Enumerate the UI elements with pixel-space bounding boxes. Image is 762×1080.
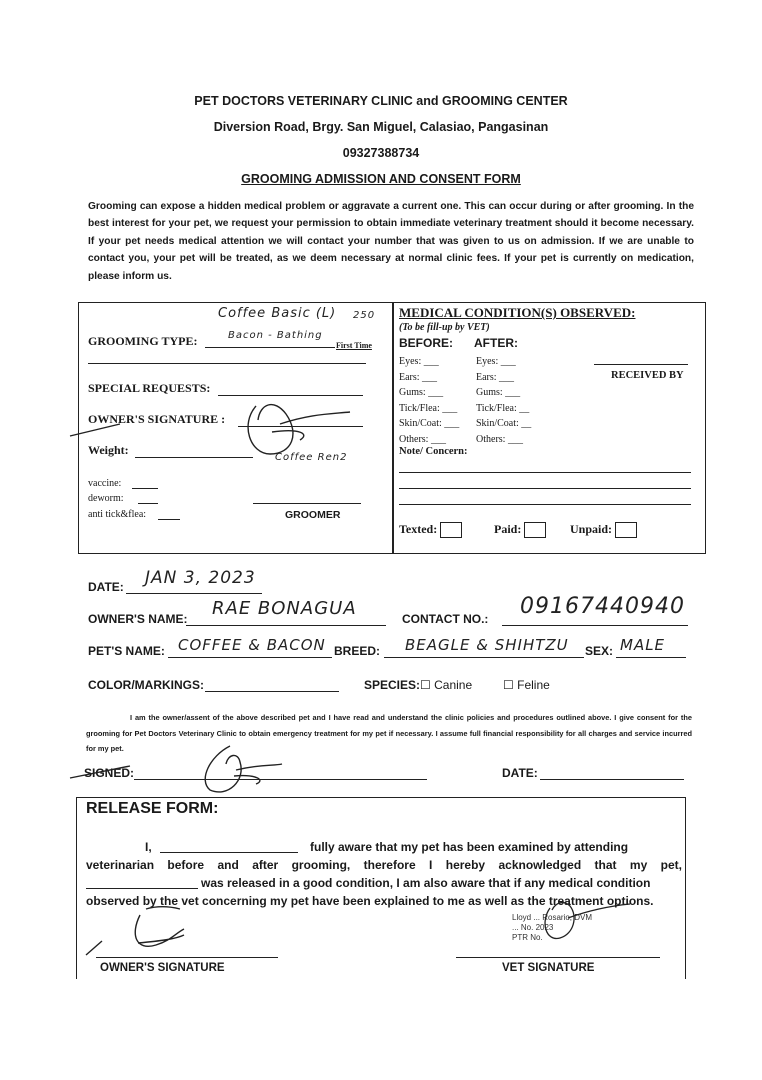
first-time-label: First Time (336, 341, 372, 350)
vet-note: (To be fill-up by VET) (399, 322, 490, 333)
vet-signature-scribble (500, 888, 650, 958)
sex-value: MALE (620, 636, 666, 654)
owner-signature-release-label: OWNER'S SIGNATURE (100, 962, 225, 974)
owner-signature-label: OWNER'S SIGNATURE : (88, 412, 226, 426)
after-label: AFTER: (474, 336, 518, 350)
vet-stamp: Lloyd ... Rosario, DVM ... No. 2023 PTR No. (512, 913, 593, 942)
release-p2: veterinarian before and after grooming, therefore I hereby acknowledged that my pet, (86, 858, 682, 872)
color-markings-label: COLOR/MARKINGS: (88, 678, 204, 692)
vaccine-label: vaccine: (88, 478, 122, 489)
feline-checkbox-icon: ☐ (503, 678, 514, 692)
feline-option[interactable]: ☐ Feline (503, 678, 550, 692)
received-by-label: RECEIVED BY (611, 370, 684, 381)
weight-label: Weight: (88, 443, 129, 457)
unpaid-field: Unpaid: (570, 522, 637, 538)
paid-field: Paid: (494, 522, 546, 538)
canine-option[interactable]: ☐ Canine (420, 678, 473, 692)
release-p4: observed by the vet concerning my pet have been explained to me as well as the treatment options. (86, 894, 654, 908)
owner-name-value: RAE BONAGUA (212, 598, 357, 619)
anti-tick-label: anti tick&flea: (88, 509, 147, 520)
before-label: BEFORE: (399, 336, 453, 350)
owner-name-label: OWNER'S NAME: (88, 612, 188, 626)
special-requests-label: SPECIAL REQUESTS: (88, 381, 211, 395)
sex-label: SEX: (585, 644, 614, 658)
breed-label: BREED: (334, 644, 381, 658)
intro-paragraph: Grooming can expose a hidden medical problem or aggravate a current one. This can occur during or after grooming. In the best interest for your pet, we request your permission to obtain immediate veterinary treatment should it become necessary. If your pet needs medical attention we will contact your number that was given to us on admission. If we are unable to contact you, your pet will be treated, as we deem necessary at normal clinic fees. If your pet is currently on medication, please inform us. (88, 201, 694, 282)
consent-paragraph: I am the owner/assent of the above described pet and I have read and understand the clinic policies and procedures outlined above. I give consent for the grooming for Pet Doctors Veterinary Clinic to obtain emergency treatment for my pet if necessary. I assume full financial responsibility for all charges and service incurred for my pet. (86, 713, 692, 753)
grooming-handwriting-price: 250 (353, 310, 376, 321)
owner-release-signature-scribble (80, 895, 220, 960)
vet-signature-label: VET SIGNATURE (502, 962, 595, 974)
unpaid-checkbox[interactable] (615, 522, 637, 538)
clinic-name: PET DOCTORS VETERINARY CLINIC and GROOMING CENTER (194, 94, 568, 108)
contact-label: CONTACT NO.: (402, 612, 489, 626)
clinic-address: Diversion Road, Brgy. San Miguel, Calasiao, Pangasinan (213, 120, 549, 134)
groomer-label: GROOMER (285, 509, 341, 521)
release-p3: was released in a good condition, I am also aware that if any medical condition (201, 876, 651, 890)
grooming-type-label: GROOMING TYPE: (88, 334, 198, 348)
texted-checkbox[interactable] (440, 522, 462, 538)
signed-date-label: DATE: (502, 766, 538, 780)
pet-name-label: PET'S NAME: (88, 644, 165, 658)
texted-field: Texted: (399, 522, 462, 538)
paid-checkbox[interactable] (524, 522, 546, 538)
signed-label: SIGNED: (84, 766, 135, 780)
release-p1-start: I, (145, 840, 152, 854)
after-list: Eyes: ___ Ears: ___ Gums: ___ Tick/Flea: __ Skin/Coat: __ Others: ___ (476, 356, 532, 445)
form-title: GROOMING ADMISSION AND CONSENT FORM (241, 172, 521, 186)
weight-handwriting: Coffee Ren2 (275, 452, 348, 463)
contact-value: 09167440940 (520, 594, 685, 619)
release-p1-end: fully aware that my pet has been examined by attending (310, 840, 629, 854)
note-concern-label: Note/ Concern: (399, 446, 468, 457)
release-form-title: RELEASE FORM: (86, 800, 219, 817)
canine-checkbox-icon: ☐ (420, 678, 431, 692)
grooming-handwriting-2: Bacon - Bathing (228, 330, 323, 341)
box-divider (392, 302, 394, 554)
species-label: SPECIES: (364, 678, 421, 692)
before-list: Eyes: ___ Ears: ___ Gums: ___ Tick/Flea: ___ Skin/Coat: ___ Others: ___ (399, 356, 460, 445)
deworm-label: deworm: (88, 493, 124, 504)
date-value: JAN 3, 2023 (145, 568, 256, 588)
medical-condition-title: MEDICAL CONDITION(S) OBSERVED: (399, 305, 636, 320)
breed-value: BEAGLE & SHIHTZU (405, 636, 569, 654)
signed-signature-scribble (60, 740, 300, 800)
pet-name-value: COFFEE & BACON (178, 636, 326, 654)
date-label: DATE: (88, 580, 124, 594)
clinic-phone: 09327388734 (342, 146, 420, 160)
grooming-handwriting-1: Coffee Basic (L) (218, 306, 337, 321)
